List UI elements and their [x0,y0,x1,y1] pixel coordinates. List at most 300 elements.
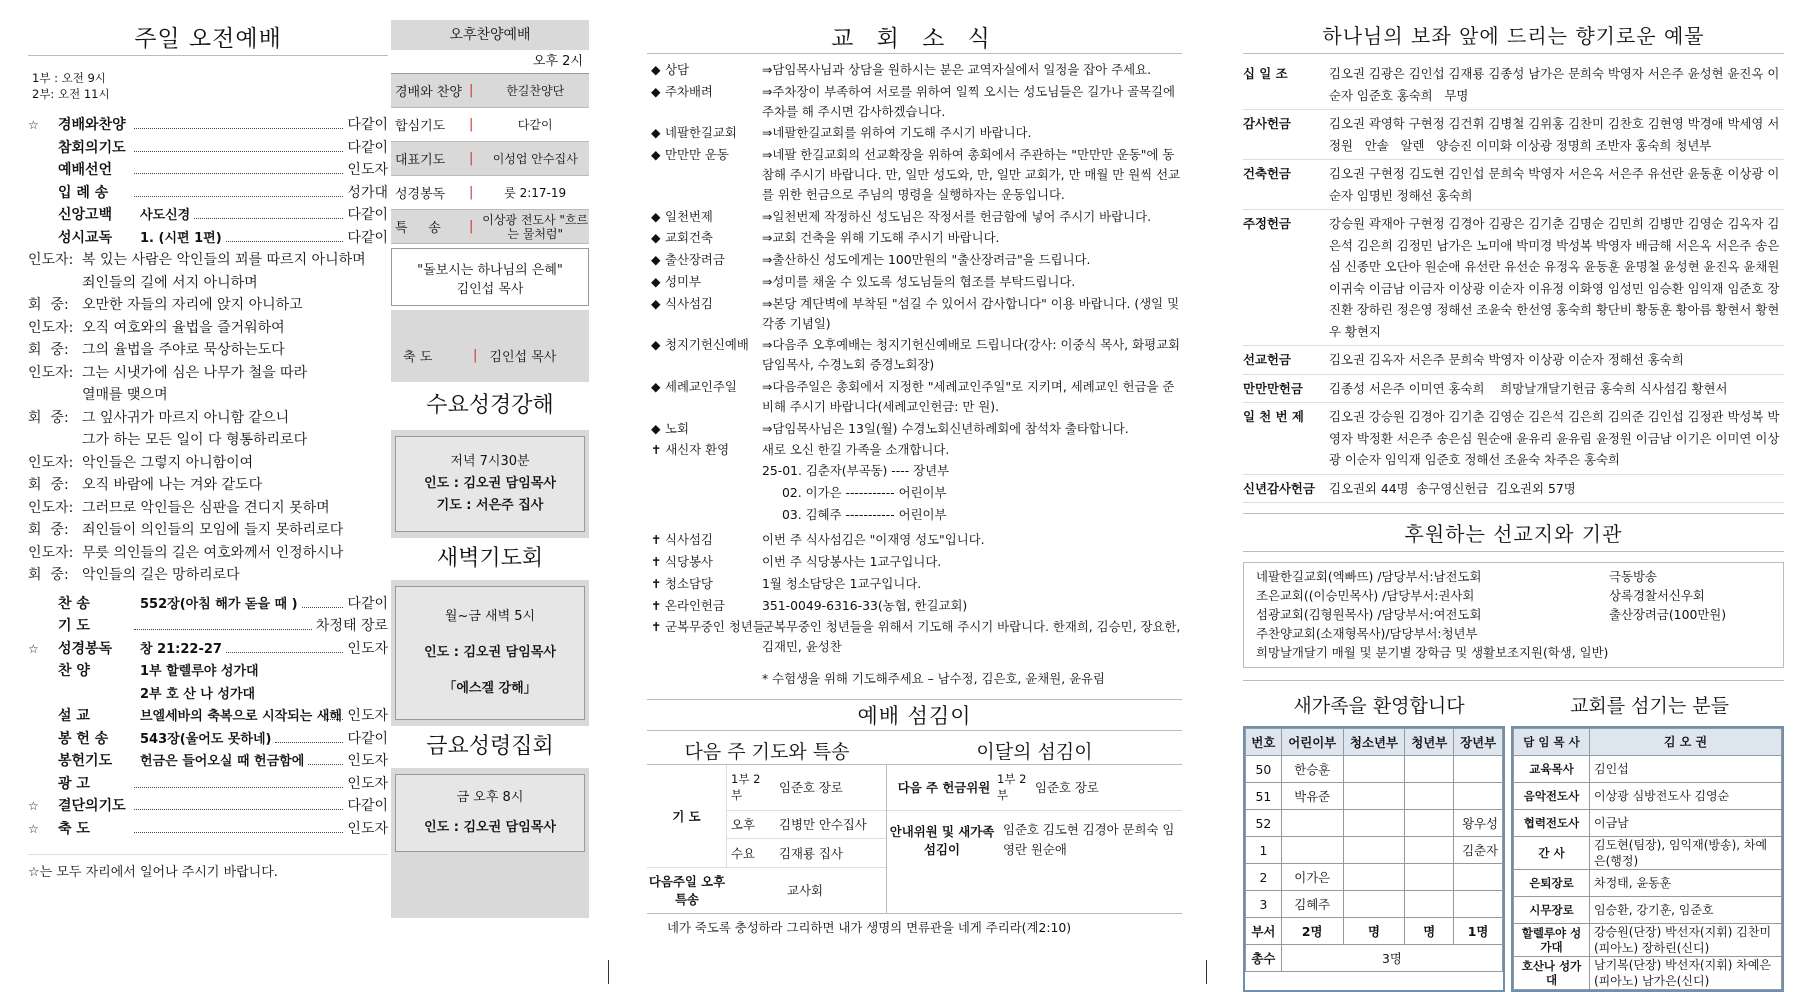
news-label-text: 식당봉사 [665,553,713,569]
prayer-k-1: 1부 2부 [731,772,761,803]
servant-role: 호산나 성가대 [1514,957,1590,990]
servant-role: 협력전도사 [1514,810,1590,837]
servant-names: 김도현(팀장), 임익재(방송), 차예은(행정) [1590,837,1782,870]
usher-label: 안내위원 및 새가족섬김이 [889,823,995,857]
servant-role: 음악전도사 [1514,783,1590,810]
afternoon-row [391,108,589,142]
mission-item: 상록경찰서신우회 [1609,588,1705,603]
offering-names: 강승원 곽재아 구현정 김경아 김광은 김기춘 김명순 김민희 김병만 김영순 김옥자 김은석 김은희 김정민 남가은 노미애 박미경 박성복 박영자 배금해 서은옥 서은주 송은심 신종만 오단아 원순애 유선란 유선순 유정옥 윤동훈 윤명철 윤성현 윤진옥 윤채원 이귀숙 이금남 이금자 이상광 이순자 이유정 이화영 임성민 임승환 임익재 임준호 장진환 장하린 정은영 정해선 조윤숙 한선영 홍숙희 황단비 황동훈 황아름 황현서 황현우 황현지 [1329,216,1784,339]
order-label: 성시교독 [58,229,113,246]
order-who: 인도자 [347,708,388,724]
servant-role: 간 사 [1514,837,1590,870]
missions-bottom: 희망날개달기 매월 및 분기별 장학금 및 생활보조지원(학생, 일반) [1256,645,1609,660]
newcomer-3: 03. 김혜주 ----------- 어린이부 [782,507,947,523]
bible-verse: 네가 죽도록 충성하라 그리하면 내가 생명의 면류관을 네게 주리라(계2:10) [647,913,1182,936]
afternoon-sermon [391,248,589,306]
order-label: 성경봉독 [58,640,113,657]
table-row [1514,870,1782,897]
responsive-text: 그의 율법을 주야로 묵상하는도다 [82,342,285,358]
table-row [1514,837,1782,870]
dot-leader [226,232,344,242]
mission-item: 섬광교회(김형원목사) /담당부서:여전도회 [1256,607,1482,622]
news-item [647,335,1182,375]
news-item-text: ⇒다음주일은 총회에서 지정한 "세례교인주일"로 지키며, 세례교인 헌금을 준비해 주시기 바랍니다(세례교인헌금: 만 원). [762,378,1175,414]
responsive-text: 오직 여호와의 율법을 즐거워하여 [82,319,285,336]
offering-names: 김오권외 44명 송구영신헌금 김오권외 57명 [1329,480,1576,496]
sermon-preacher: 김인섭 목사 [456,282,524,297]
servants-title: 교회를 섬기는 분들 [1570,695,1729,717]
dot-leader [275,733,343,743]
divider-bar: | [469,151,474,166]
order-row [28,114,388,137]
order-label: 경배와찬양 [58,117,126,133]
order-detail: 1. (시편 1편) [140,230,222,246]
news-item-text: 이번 주 식당봉사는 1교구입니다. [762,553,942,569]
afternoon-blessing: 축 도 | 김인섭 목사 [391,338,589,372]
news-item-text: 이번 주 식사섬김은 "이재영 성도"입니다. [762,532,985,548]
news-item [647,123,1182,143]
table-cell [1343,783,1405,810]
table-cell [1405,783,1454,810]
offering-rows [1243,60,1784,503]
order-label: 광 고 [58,775,90,792]
offering-label: 다음 주 헌금위원 [897,780,991,796]
news-item-text: ⇒성미를 채울 수 있도록 성도님들의 협조를 부탁드립니다. [762,273,1076,289]
order-mark: ☆ [28,118,39,132]
table-cell [1405,837,1454,864]
offering-row [1243,210,1784,346]
dot-leader [324,710,343,720]
offering-row [1243,475,1784,504]
servant-role: 할렐루야 성가대 [1514,924,1590,957]
table-row [1246,783,1503,810]
servant-names: 임승환, 강기훈, 임준호 [1590,897,1782,924]
responsive-speaker: 인도자: [28,319,74,336]
news-item [647,207,1182,227]
table-row [1514,729,1782,756]
offering-label: 신년감사헌금 [1243,480,1315,496]
news-item-text: 1월 청소담당은 1교구입니다. [762,575,922,591]
news-item [647,228,1182,248]
offering-k: 1부 2부 [997,772,1027,803]
responsive-speaker: 회 중: [28,409,69,426]
order-row [28,227,388,250]
responsive-line [28,384,388,407]
offering-label: 주정헌금 [1243,216,1291,231]
friday-lead: 인도 : 김오권 담임목사 [424,820,556,835]
special-value: 교사회 [787,883,823,899]
bullet-icon: ✝ [651,553,662,569]
responsive-speaker: 회 중: [28,522,69,538]
table-cell [1343,864,1405,891]
special-label: 다음주일 오후특송 [648,874,726,908]
order-row [28,660,388,683]
order-row [28,818,388,841]
news-label-text: 청지기헌신예배 [665,337,749,353]
news-item-label [647,617,765,657]
responsive-text: 그러므로 악인들은 심판을 견디지 못하며 [82,499,330,516]
news-item-label [647,123,762,143]
servant-names: 이금남 [1590,810,1782,837]
welcome-table-wrap [1243,726,1505,992]
table-cell [1343,891,1405,918]
table-cell: 1명 [1454,918,1503,945]
responsive-line [28,497,388,520]
dot-leader [134,119,343,129]
mission-item: 조은교회((이승민목사) /담당부서:권사회 [1256,588,1475,603]
news-item-text: ⇒일천번제 작정하신 성도님은 작정서를 헌금함에 넣어 주시기 바랍니다. [762,208,1152,224]
welcome-table [1245,728,1503,972]
servant-role: 은퇴장로 [1514,870,1590,897]
order-row [28,795,388,818]
bullet-icon: ◆ [651,83,661,99]
table-cell: 50 [1246,756,1282,783]
table-cell [1281,810,1343,837]
table-cell: 총수 [1246,945,1282,972]
bullet-icon: ◆ [651,208,661,224]
servant-role: 교육목사 [1514,756,1590,783]
responsive-line [28,452,388,475]
order-who: 다같이 [347,798,388,814]
table-cell: 1 [1246,837,1282,864]
afternoon-row-label: 경배와 찬양 [395,85,462,100]
news-item-label [647,294,762,334]
order-who: 인도자 [347,820,388,837]
news-items [647,60,1182,438]
news-item-text: ⇒본당 계단벽에 부착된 "섬길 수 있어서 감사합니다" 이용 바랍니다. (생일 및 각종 기념일) [762,295,1180,331]
table-cell: 청년부 [1405,729,1454,756]
serve-section [647,699,1182,936]
table-cell [1454,864,1503,891]
responsive-text: 악인들은 그렇지 아니함이여 [82,454,254,471]
order-row [28,705,388,728]
table-cell [1343,810,1405,837]
table-row [1514,756,1782,783]
offerings-panel [1243,20,1784,992]
afternoon-order [391,74,589,244]
news-item [647,272,1182,292]
bullet-icon: ◆ [651,420,661,436]
dot-leader [134,823,343,833]
prayer-k-2: 오후 [731,817,755,833]
table-row [1514,957,1782,990]
responsive-text: 그는 시냇가에 심은 나무가 철을 따라 [82,364,308,381]
time-2: 2부: 오전 11시 [32,87,110,101]
news-item-text: ⇒교회 건축을 위해 기도해 주시기 바랍니다. [762,230,1000,246]
month-title: 이달의 섬김이 [976,740,1093,763]
bless-label: 축 도 [403,349,433,365]
servant-names: 이상광 심방전도사 김영순 [1590,783,1782,810]
order-row [28,773,388,796]
servants-table [1513,728,1782,990]
responsive-text: 죄인들이 의인들의 모임에 들지 못하리로다 [82,522,344,538]
servant-names: 차정태, 윤동훈 [1590,870,1782,897]
afternoon-row-label: 특 송 [395,221,441,236]
exam-prayer: * 수험생을 위해 기도해주세요 – 남수정, 김은호, 윤채원, 윤유림 [762,670,1105,686]
table-cell: 김춘자 [1454,837,1503,864]
prayer-k-3: 수요 [731,845,755,861]
order-label: 축 도 [58,820,90,837]
responsive-text: 오직 바람에 나는 겨와 같도다 [82,477,263,493]
newcomer-label: ✝ 새신자 환영 [651,442,730,458]
responsive-line [28,339,388,362]
table-cell: 번호 [1246,729,1282,756]
afternoon-time: 오후 2시 [391,50,589,74]
afternoon-row-value: 다같이 [517,117,553,132]
news-item [647,82,1182,122]
wednesday-lead: 인도 : 김오권 담임목사 [424,476,556,491]
responsive-text: 그가 하는 모든 일이 다 형통하리로다 [82,432,308,448]
servants-table-wrap [1511,726,1784,992]
afternoon-title: 오후찬양예배 [391,20,589,50]
church-news [647,20,1182,936]
table-cell: 청소년부 [1343,729,1405,756]
news-item-label [647,419,762,439]
bullet-icon: ◆ [651,125,661,141]
order-detail: 헌금은 들어오실 때 헌금함에 [140,754,305,769]
missions-right [1609,567,1726,624]
news-item-label [647,335,762,375]
responsive-line [28,294,388,317]
offering-row [1243,346,1784,375]
table-row [1246,945,1503,972]
news-item [647,294,1182,334]
news-item-label [647,145,762,204]
news-label-text: 세례교인주일 [665,378,737,394]
afternoon-row [391,74,589,108]
order-who: 인도자 [347,753,388,769]
fold-line-1 [608,960,609,984]
offering-names: 김오권 강승원 김경아 김기춘 김영순 김은석 김은희 김의준 김인섭 김정관 박성복 박영자 박정환 서은주 송은심 원순애 윤유리 윤유림 윤정원 이금남 이기은 이미연 이상광 이순자 임익재 임준호 정해선 조윤숙 차주은 홍숙희 [1329,409,1780,467]
table-row [1246,837,1503,864]
table-row [1246,891,1503,918]
news-item [647,596,1182,616]
dot-leader [226,643,343,653]
news-item-text: ⇒주차장이 부족하여 서로를 위하여 일찍 오시는 성도님들은 길가나 골목길에 주차를 해 주시면 감사하겠습니다. [762,83,1175,119]
news-item [647,377,1182,417]
order-list-1 [28,114,388,249]
table-row [1514,897,1782,924]
dot-leader [134,142,343,152]
wednesday-time: 저녁 7시30분 [450,454,530,469]
dot-leader [308,755,343,765]
table-cell: 명 [1405,918,1454,945]
offering-row [1243,403,1784,475]
news-item [647,530,1182,550]
offering-names: 김종성 서은주 이미연 홍숙희 희망날개달기헌금 홍숙희 식사섬김 황현서 [1329,380,1728,396]
order-detail: 창 21:22-27 [140,641,222,657]
order-who: 다같이 [347,207,388,223]
bullet-icon: ◆ [651,252,661,268]
responsive-line [28,362,388,385]
order-detail: 1부 할렐루야 성가대 [140,664,259,679]
offering-label: 십 일 조 [1243,66,1288,81]
order-label: 참회의기도 [58,139,126,156]
order-list-2 [28,593,388,841]
offering-label: 만만만헌금 [1243,380,1303,396]
responsive-line [28,519,388,542]
offering-label: 건축헌금 [1243,166,1291,181]
order-row [28,728,388,751]
news-item-text: ⇒담임목사님은 13일(월) 수경노회신년하례회에 참석차 출타합니다. [762,420,1129,436]
servant-role: 시무장로 [1514,897,1590,924]
news-label-text: 일천번제 [665,208,713,224]
order-label: 설 교 [58,708,90,724]
news-item [647,250,1182,270]
prayer-v-3: 김재룡 집사 [779,845,843,861]
offering-row [1243,375,1784,404]
table-cell [1454,891,1503,918]
responsive-text: 악인들의 길은 망하리로다 [82,567,240,583]
afternoon-row-value: 이성업 안수집사 [492,151,578,166]
responsive-line [28,542,388,565]
news-items-2 [647,530,1182,657]
news-item-label [647,60,762,80]
order-row [28,204,388,227]
table-cell: 어린이부 [1281,729,1343,756]
news-item-label [647,574,762,594]
responsive-speaker [28,272,82,295]
bless-value: 김인섭 목사 [489,349,557,365]
afternoon-row-label: 대표기도 [395,153,446,168]
afternoon-row-value: 이상광 전도사 "흐르는 물처럼" [482,212,589,241]
responsive-speaker: 회 중: [28,477,69,493]
offering-names: 김오권 구현정 김도현 김인섭 문희숙 박영자 서은옥 서은주 유선란 윤동훈 이상광 이순자 임명빈 정해선 홍숙희 [1329,166,1780,203]
order-row [28,615,388,638]
responsive-speaker: 인도자: [28,454,74,471]
news-item [647,574,1182,594]
next-week-title: 다음 주 기도와 특송 [684,740,850,763]
serve-title: 예배 섬김이 [647,700,1182,731]
table-cell [1454,783,1503,810]
news-label-text: 상담 [665,62,689,77]
news-item-label [647,552,762,572]
dot-leader [134,187,343,197]
bullet-icon: ✝ [651,575,662,591]
responsive-speaker: 회 중: [28,297,69,313]
sermon-title: "돌보시는 하나님의 은혜" [417,263,563,278]
table-row [1246,810,1503,837]
responsive-text: 오만한 자들의 자리에 앉지 아니하고 [82,297,303,313]
news-item [647,419,1182,439]
news-item-label [647,82,762,122]
order-row [28,159,388,182]
table-cell [1405,864,1454,891]
offering-row [1243,110,1784,160]
dot-leader [134,778,343,788]
order-who: 차정태 장로 [315,618,388,634]
afternoon-row [391,210,589,244]
afternoon-row-value: 룻 2:17-19 [504,185,567,200]
newcomer-2: 02. 이가은 ----------- 어린이부 [782,485,947,501]
newcomer-block [647,440,1182,526]
responsive-text: 열매를 맺으며 [82,387,168,403]
responsive-speaker: 인도자: [28,499,74,516]
bullet-icon: ◆ [651,230,661,246]
table-row [1246,756,1503,783]
welcome-title: 새가족을 환영합니다 [1293,695,1465,717]
table-cell [1405,810,1454,837]
morning-worship [28,20,388,960]
news-item-text: ⇒네팔 한길교회의 선교확장을 위하여 총회에서 주관하는 "만만만 운동"에 동참해 주시기 바랍니다. 만, 일만 성도와, 만, 일만 교회가, 만 매월 만 원씩 선교를 위한 헌금으로 주님의 명령을 실행하자는 운동입니다. [762,147,1181,202]
divider-bar: | [469,219,474,234]
responsive-line [28,407,388,430]
dot-leader [134,164,343,174]
order-who: 성가대 [347,184,388,201]
divider-bar: | [469,117,474,132]
news-label-text: 네팔한길교회 [665,125,737,141]
news-title: 교 회 소 식 [647,20,1182,54]
dawn-topic: 「에스겔 강해」 [443,681,537,696]
table-cell: 52 [1246,810,1282,837]
responsive-speaker [28,429,82,452]
time-1: 1부 : 오전 9시 [32,71,106,85]
table-cell: 2명 [1281,918,1343,945]
news-item-label [647,272,762,292]
order-row [28,638,388,661]
news-item-text: ⇒담임목사님과 상담을 원하시는 분은 교역자실에서 일정을 잡아 주세요. [762,62,1152,77]
order-label: 입 례 송 [58,184,109,201]
fold-line-2 [1206,960,1207,984]
table-row [1514,783,1782,810]
offering-v: 임준호 장로 [1035,780,1099,796]
responsive-line [28,429,388,452]
bullet-icon: ◆ [651,337,661,353]
news-item-text: ⇒다음주 오후예배는 청지기헌신예배로 드립니다(강사: 이중식 목사, 화평교회 담임목사, 수경노회 증경노회장) [762,337,1181,373]
newcomer-list [762,440,1182,526]
offerings-title: 하나님의 보좌 앞에 드리는 향기로운 예물 [1243,20,1784,54]
news-item-text: 군복무중인 청년들을 위해서 기도해 주시기 바랍니다. 한재희, 김승민, 장요한, 김재민, 윤성찬 [762,619,1181,655]
responsive-text: 그 잎사귀가 마르지 아니함 같으니 [82,409,290,426]
bullet-icon: ✝ [651,619,662,635]
mission-item: 주찬양교회(소재형목사)/담당부서:청년부 [1256,626,1478,641]
responsive-line [28,272,388,295]
news-label-text: 청소담당 [665,575,713,591]
bullet-icon: ◆ [651,273,661,289]
news-item [647,552,1182,572]
dawn-title: 새벽기도회 [436,546,544,571]
order-detail: 2부 호 산 나 성가대 [140,686,256,702]
news-item-label [647,530,762,550]
dot-leader [194,209,343,219]
table-cell: 3명 [1281,945,1502,972]
news-item-label [647,228,762,248]
table-row [1246,729,1503,756]
order-mark: ☆ [28,799,39,813]
order-who: 다같이 [347,229,388,246]
servant-role: 담 임 목 사 [1514,729,1590,756]
afternoon-panel [391,20,589,940]
responsive-line [28,317,388,340]
order-label: 기 도 [58,618,90,634]
divider-bar: | [469,185,474,200]
bullet-icon: ✝ [651,597,662,613]
responsive-speaker: 인도자: [28,252,74,268]
news-label-text: 성미부 [665,273,701,289]
table-row [1246,864,1503,891]
afternoon-row-value: 한길찬양단 [506,83,565,98]
afternoon-row [391,176,589,210]
table-cell [1343,837,1405,864]
order-who: 다같이 [347,139,388,156]
morning-title: 주일 오전예배 [28,20,388,56]
order-who: 인도자 [347,162,388,178]
table-cell: 한승훈 [1281,756,1343,783]
servant-names: 김 오 권 [1590,729,1782,756]
responsive-line [28,474,388,497]
dawn-box [395,586,585,720]
order-mark: ☆ [28,821,39,836]
